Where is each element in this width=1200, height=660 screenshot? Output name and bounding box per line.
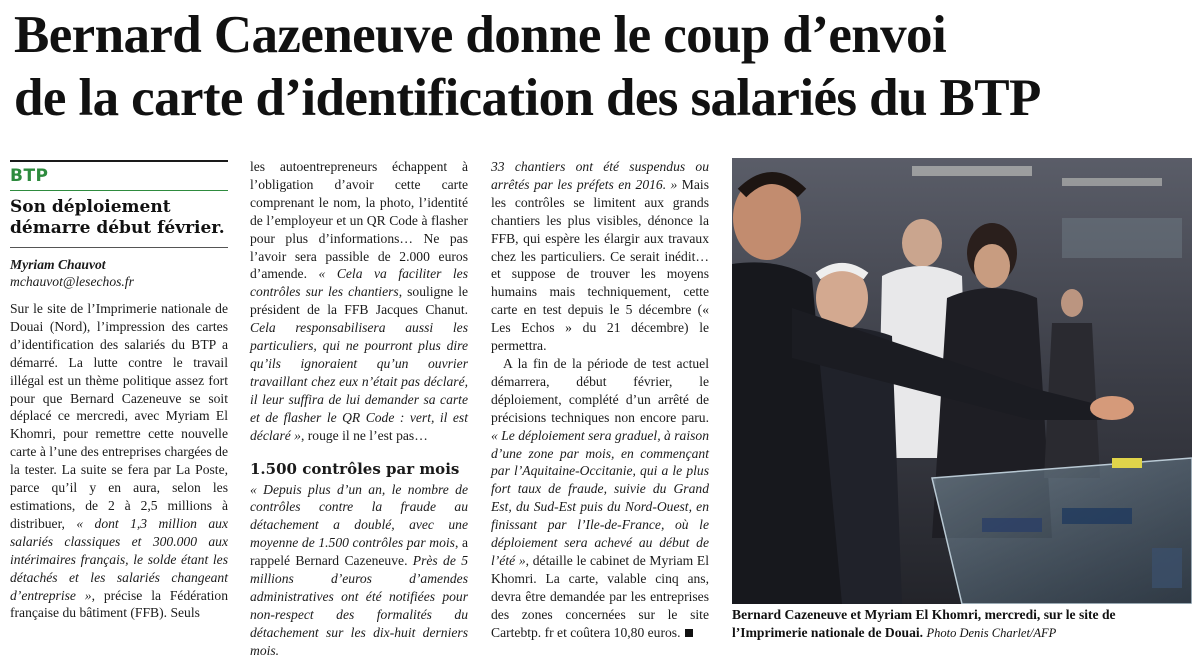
rubric-rule [10, 190, 228, 191]
rubric-top-rule [10, 160, 228, 162]
headline-line-1: Bernard Cazeneuve donne le coup d’envoi [14, 6, 947, 64]
rubric-label: BTP [10, 166, 49, 186]
photo-illustration [732, 158, 1192, 604]
author-name: Myriam Chauvot [10, 257, 106, 272]
column-1 [10, 160, 228, 622]
photo-credit: Photo Denis Charlet/AFP [926, 625, 1057, 640]
column-2 [250, 158, 468, 660]
paragraph-4: 33 chantiers ont été suspendus ou arrêtés par les préfets en 2016. » Mais les contrôles se limitent aux grands chantiers les plus visibles, dénonce la FFB, qui espère les élargir aux travaux chez les particuliers. Ce serait inédit… et suppose de trouver les moyens humains mais techniquement, cette carte en test depuis le 5 décembre (« Les Echos » du 21 décembre) le permettra. [491, 159, 709, 354]
headline-line-2: de la carte d’identification des salariés du BTP [14, 69, 1041, 127]
photo-caption [732, 606, 1192, 642]
headline [14, 4, 1194, 130]
subhead: 1.500 contrôles par mois [250, 459, 460, 478]
caption-text: Bernard Cazeneuve et Myriam El Khomri, mercredi, sur le site de l’Imprimerie nationale de Douai. [732, 607, 1116, 640]
chapo: Son déploiement démarre début février. [10, 197, 225, 238]
end-mark-icon [685, 629, 693, 637]
column-3 [491, 158, 709, 641]
author-email: mchauvot@lesechos.fr [10, 274, 134, 289]
paragraph-3: « Depuis plus d’un an, le nombre de contrôles contre la fraude au détachement a doublé, avec une moyenne de 1.500 contrôles par mois, a rappelé Bernard Cazeneuve. Près de 5 millions d’euros d’amendes administratives ont été notifiées pour non-respect des formalités du détachement sur les dix-huit derniers mois. [250, 481, 469, 658]
paragraph-1: Sur le site de l’Imprimerie nationale de Douai (Nord), l’impression des cartes d’identification des salariés du BTP a démarré. La lutte contre le travail illégal est un thème politique assez fort pour que Bernard Cazeneuve se soit déplacé ce mercredi, avec Myriam El Khomri, pour remettre cette nouvelle carte à l’une des entreprises chargées de la tester. La suite se fera par La Poste, parce qu’il y en aura, selon les estimations, de 2 à 2,5 millions à distribuer, « dont 1,3 million aux salariés classiques et 300.000 aux intérimaires français, le solde étant les détachés et les salariés changeant d’entreprise », précise la Fédération française du bâtiment (FFB). Seuls [10, 301, 228, 621]
chapo-separator [10, 247, 228, 248]
paragraph-5: A la fin de la période de test actuel démarrera, début février, le déploiement, complété d’un arrêté de précisions techniques non encore paru. « Le déploiement sera graduel, à raison d’une zone par mois, en commençant par l’Aquitaine-Occitanie, qui a le plus fort taux de fraude, suivie du Grand Est, du Sud-Est puis du Nord-Ouest, en finissant par l’Ile-de-France, où le déploiement sera achevé au début de l’été », détaille le cabinet de Myriam El Khomri. La carte, valable cinq ans, devra être demandée par les entreprises des zones concernées sur le site Cartebtp. fr et coûtera 10,80 euros. [491, 355, 710, 640]
article-photo [732, 158, 1192, 604]
paragraph-2: les autoentrepreneurs échappent à l’obligation d’avoir cette carte comprenant le nom, la photo, l’identité de l’employeur et un QR Code à flasher pour plus d’informations… Ne pas l’avoir sera passible de 2.000 euros d’amende. « Cela va faciliter les contrôles sur les chantiers, souligne le président de la FFB Jacques Chanut. Cela responsabilisera aussi les particuliers, qui ne pourront plus dire qu’ils ignoraient qu’un ouvrier travaillant chez eux n’était pas déclaré, il leur suffira de lui demander sa carte et de flasher le QR Code : vert, il est déclaré », rouge il ne l’est pas… [250, 159, 468, 443]
